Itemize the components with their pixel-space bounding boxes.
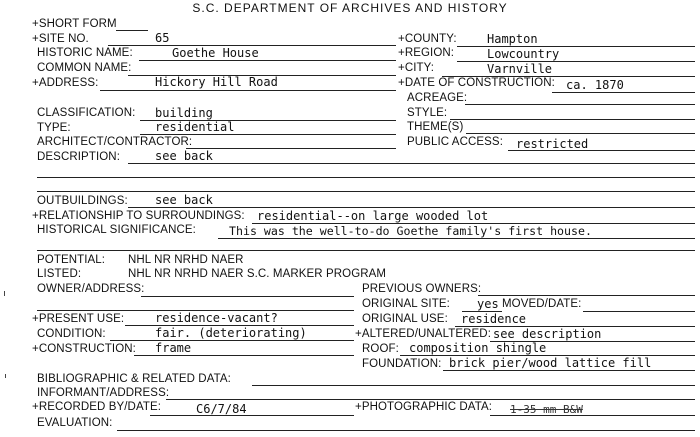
county-value: Hampton: [487, 32, 538, 46]
photographic-line: [490, 415, 695, 416]
foundation-value: brick pier/wood lattice fill: [449, 356, 652, 370]
site-no-label: +SITE NO.: [32, 33, 89, 45]
type-label: TYPE:: [37, 122, 71, 134]
bibliographic-label: BIBLIOGRAPHIC & RELATED DATA:: [37, 373, 231, 385]
common-name-label: COMMON NAME:: [37, 62, 132, 74]
condition-label: CONDITION:: [37, 328, 106, 340]
architect-label: ARCHITECT/CONTRACTOR:: [37, 136, 193, 148]
present-use-value: residence-vacant?: [155, 311, 278, 325]
date-construction-label: +DATE OF CONSTRUCTION:: [398, 77, 555, 89]
public-access-label: PUBLIC ACCESS:: [407, 136, 503, 148]
moved-date-line: [583, 311, 695, 312]
roof-value: composition shingle: [409, 341, 547, 355]
roof-label: ROOF:: [362, 343, 399, 355]
recorded-by-value: C6/7/84: [196, 402, 247, 416]
moved-date-label: MOVED/DATE:: [502, 298, 582, 310]
address-value: Hickory Hill Road: [155, 75, 278, 89]
region-label: +REGION:: [398, 47, 455, 59]
outbuildings-value: see back: [155, 193, 213, 207]
public-access-value: restricted: [516, 137, 589, 151]
present-use-label: +PRESENT USE:: [32, 313, 125, 325]
owner-address-line: [141, 296, 354, 297]
informant-line: [166, 399, 695, 400]
condition-value: fair. (deteriorating): [155, 326, 307, 340]
outbuildings-line: [128, 207, 695, 208]
relationship-label: +RELATIONSHIP TO SURROUNDINGS:: [32, 210, 245, 222]
public-access-line: [508, 150, 695, 151]
acreage-label: ACREAGE:: [407, 92, 468, 104]
style-label: STYLE:: [407, 107, 448, 119]
scan-artifact: [4, 291, 5, 296]
date-construction-value: ca. 1870: [566, 78, 624, 92]
description-line-3: [37, 191, 695, 192]
classification-label: CLASSIFICATION:: [37, 107, 136, 119]
date-construction-line: [552, 92, 695, 93]
listed-label: LISTED:: [37, 268, 82, 280]
construction-label: +CONSTRUCTION:: [32, 343, 136, 355]
potential-options: NHL NR NRHD NAER: [128, 254, 244, 266]
listed-options: NHL NR NRHD NAER S.C. MARKER PROGRAM: [128, 268, 387, 280]
outbuildings-label: OUTBUILDINGS:: [37, 195, 128, 207]
region-value: Lowcountry: [487, 47, 560, 61]
type-line: [140, 134, 396, 135]
previous-owners-label: PREVIOUS OWNERS:: [362, 283, 482, 295]
relationship-value: residential--on large wooded lot: [257, 209, 489, 223]
construction-line: [134, 355, 354, 356]
address-line: [100, 90, 396, 91]
acreage-line: [465, 104, 695, 105]
potential-label: POTENTIAL:: [37, 254, 106, 266]
historic-name-line: [139, 60, 396, 61]
description-value: see back: [155, 149, 213, 163]
city-label: +CITY:: [398, 62, 435, 74]
original-site-value: yes: [477, 297, 499, 311]
photographic-label: +PHOTOGRAPHIC DATA:: [355, 401, 493, 413]
description-line-1: [128, 163, 695, 164]
previous-owners-line: [478, 295, 695, 296]
original-use-value: residence: [461, 312, 527, 326]
address-label: +ADDRESS:: [32, 77, 99, 89]
scan-artifact: [5, 374, 6, 378]
significance-label: HISTORICAL SIGNIFICANCE:: [37, 224, 196, 236]
city-value: Varnville: [487, 62, 553, 76]
themes-line: [466, 133, 695, 134]
evaluation-line: [117, 430, 695, 431]
style-line: [450, 119, 695, 120]
form-header: S.C. DEPARTMENT OF ARCHIVES AND HISTORY: [192, 1, 508, 15]
significance-line-1: [218, 238, 695, 239]
recorded-by-label: +RECORDED BY/DATE:: [32, 401, 162, 413]
original-site-label: ORIGINAL SITE:: [362, 298, 450, 310]
short-form-line: [116, 30, 148, 31]
short-form-label: +SHORT FORM: [32, 18, 117, 30]
bibliographic-line: [252, 385, 695, 386]
altered-value: see description: [493, 327, 602, 341]
significance-value: This was the well-to-do Goethe family's first house.: [229, 224, 592, 238]
evaluation-label: EVALUATION:: [37, 417, 113, 429]
foundation-line: [443, 370, 695, 371]
site-no-value: 65: [155, 31, 170, 45]
informant-label: INFORMANT/ADDRESS:: [37, 387, 170, 399]
original-use-label: ORIGINAL USE:: [362, 313, 448, 325]
photographic-value: 1-35 mm B&W: [510, 403, 583, 416]
architect-line: [186, 148, 396, 149]
construction-value: frame: [155, 341, 192, 355]
type-value: residential: [155, 120, 235, 134]
themes-label: THEME(S): [407, 121, 464, 133]
description-label: DESCRIPTION:: [37, 151, 120, 163]
altered-label: +ALTERED/UNALTERED:: [355, 328, 491, 340]
historic-name-label: HISTORIC NAME:: [37, 47, 133, 59]
historic-name-value: Goethe House: [172, 46, 259, 60]
owner-address-label: OWNER/ADDRESS:: [37, 283, 145, 295]
description-line-2: [37, 177, 695, 178]
recorded-by-line: [150, 415, 354, 416]
condition-line: [110, 340, 354, 341]
foundation-label: FOUNDATION:: [362, 358, 442, 370]
classification-value: building: [155, 106, 213, 120]
significance-line-2: [37, 250, 695, 251]
county-label: +COUNTY:: [398, 33, 457, 45]
